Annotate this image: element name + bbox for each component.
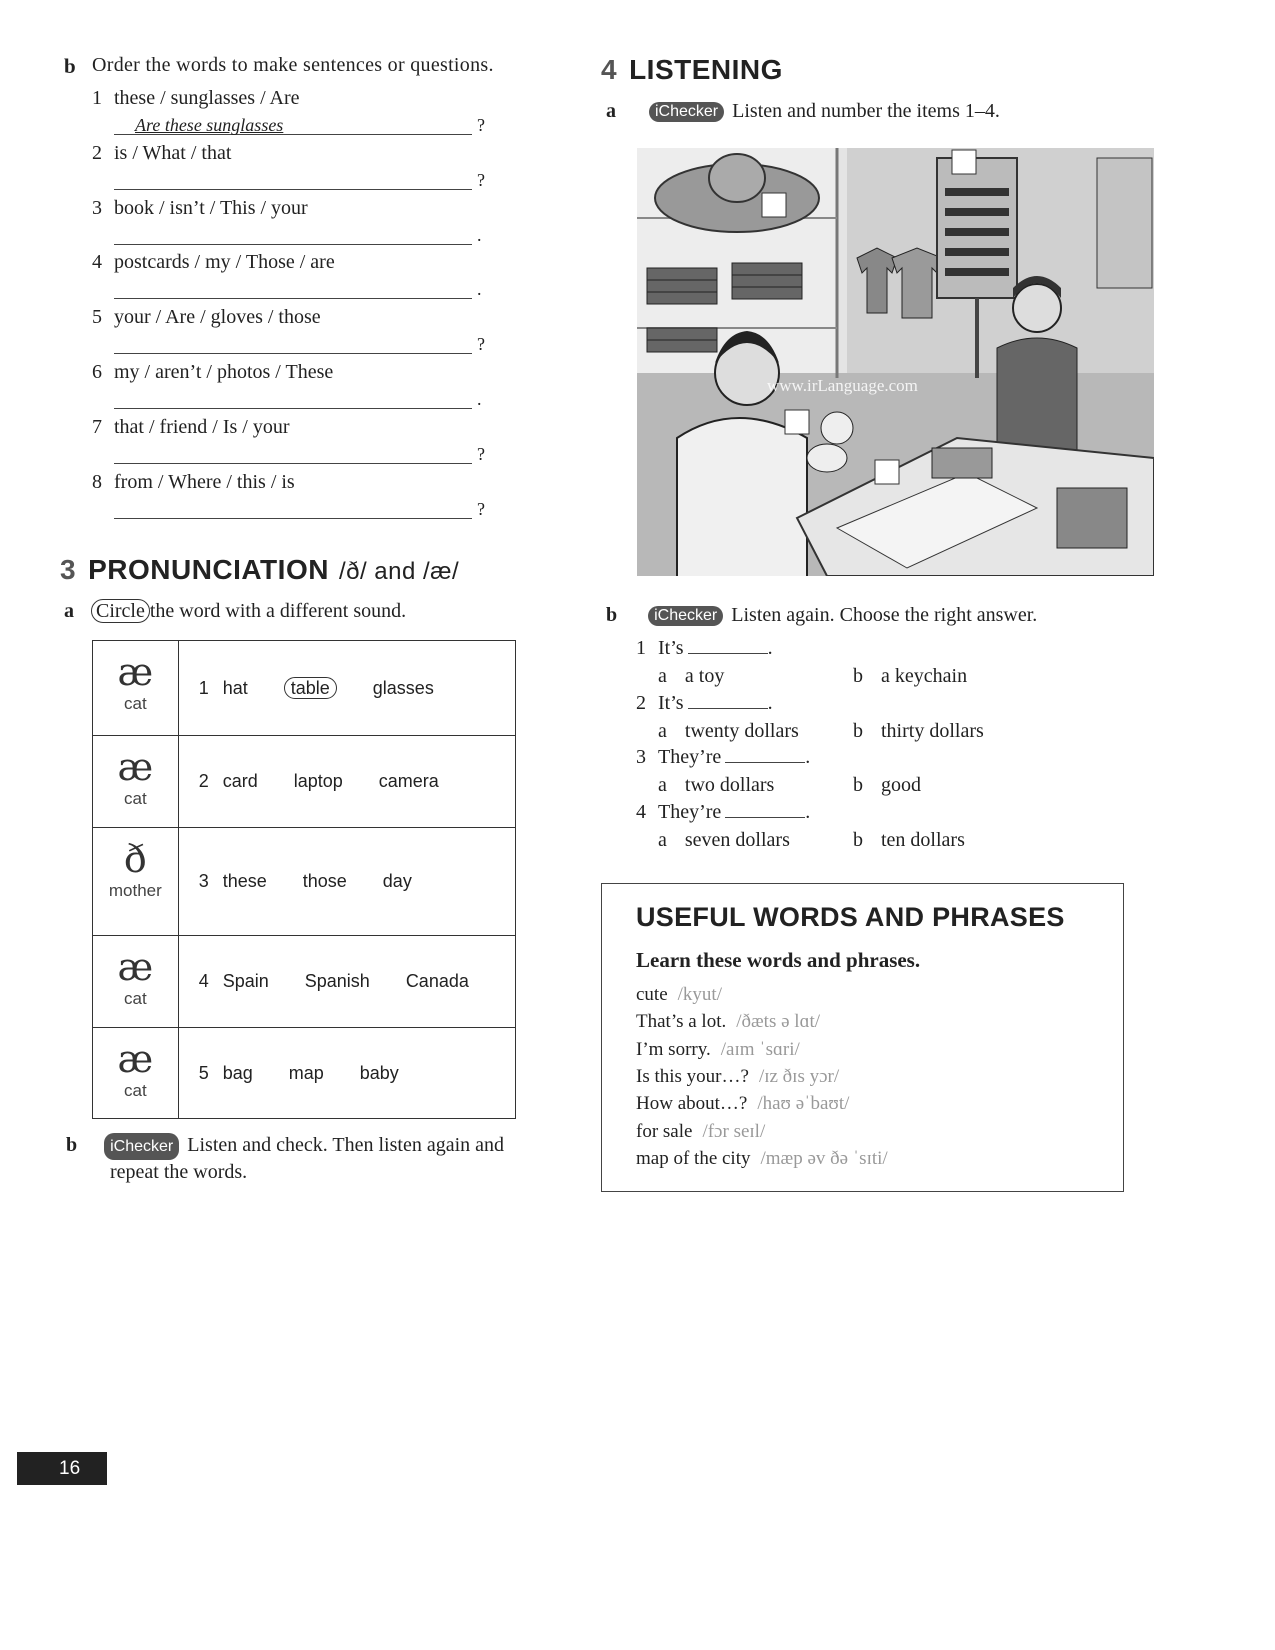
option-text: a keychain bbox=[881, 665, 968, 687]
row-number: 5 bbox=[198, 1062, 209, 1083]
ichecker-badge[interactable]: iChecker bbox=[104, 1133, 179, 1160]
pron-a-instruction bbox=[64, 600, 406, 623]
listen-a-instruction bbox=[606, 100, 1000, 123]
question-text: They’re bbox=[658, 746, 722, 768]
phrase-text: for sale bbox=[636, 1120, 693, 1142]
end-punctuation: ? bbox=[477, 498, 485, 519]
answer-line[interactable] bbox=[114, 298, 472, 299]
item-number: 3 bbox=[92, 196, 102, 219]
option-b[interactable] bbox=[853, 720, 984, 743]
words-cell bbox=[178, 828, 515, 936]
listen-b-instruction bbox=[606, 604, 1037, 627]
phrase-phonetic: /ðæts ə lɑt/ bbox=[736, 1011, 821, 1033]
question-text: It’s bbox=[658, 691, 684, 714]
phrase-text: I’m sorry. bbox=[636, 1038, 711, 1060]
words-cell bbox=[178, 1028, 515, 1119]
item-number: 1 bbox=[92, 87, 102, 109]
shop-illustration bbox=[637, 148, 1154, 576]
item-words: that / friend / Is / your bbox=[114, 415, 290, 438]
shop-scene-image bbox=[637, 148, 1154, 576]
option-text: good bbox=[881, 774, 921, 796]
word-option[interactable]: glasses bbox=[372, 677, 434, 698]
row-number: 1 bbox=[198, 677, 209, 698]
order-item bbox=[92, 416, 290, 439]
phrase-item bbox=[636, 1011, 820, 1033]
pron-b-instruction bbox=[66, 1133, 504, 1185]
sound-cell bbox=[93, 736, 179, 828]
answer-line[interactable] bbox=[114, 353, 472, 354]
word-option[interactable]: laptop bbox=[293, 771, 343, 791]
part-label: b bbox=[66, 1134, 78, 1157]
option-letter: a bbox=[658, 719, 667, 742]
pronunciation-row bbox=[93, 936, 516, 1028]
answer-blank[interactable] bbox=[725, 762, 805, 763]
phrase-item bbox=[636, 1148, 888, 1170]
exercise-label: b bbox=[64, 54, 76, 78]
option-letter: b bbox=[853, 665, 863, 687]
question-stem bbox=[636, 637, 773, 660]
part-label: a bbox=[606, 100, 616, 122]
word-option[interactable]: day bbox=[382, 871, 412, 891]
end-punctuation: ? bbox=[477, 334, 485, 355]
phrase-text: How about…? bbox=[636, 1093, 748, 1115]
item-number: 8 bbox=[92, 470, 102, 493]
end-punctuation: ? bbox=[477, 115, 485, 135]
option-b[interactable] bbox=[853, 774, 921, 797]
useful-phrases-box bbox=[601, 883, 1124, 1192]
box-subtitle: Learn these words and phrases. bbox=[636, 948, 921, 972]
word-option[interactable]: table bbox=[284, 677, 337, 699]
item-number: 5 bbox=[92, 306, 102, 329]
phrase-text: That’s a lot. bbox=[636, 1011, 727, 1033]
end-punctuation: . bbox=[767, 691, 773, 714]
part-label: a bbox=[64, 600, 74, 622]
word-option[interactable]: Canada bbox=[405, 971, 469, 991]
row-number: 3 bbox=[198, 871, 209, 891]
option-letter: a bbox=[658, 828, 667, 851]
option-a[interactable] bbox=[658, 774, 774, 797]
phrase-phonetic: /haʊ əˈbaʊt/ bbox=[757, 1093, 850, 1115]
phonetic-symbol: æ bbox=[117, 1037, 154, 1081]
word-option[interactable]: bag bbox=[222, 1062, 253, 1083]
question-text: They’re bbox=[658, 800, 722, 823]
answer-line[interactable] bbox=[114, 189, 472, 190]
answer-line[interactable] bbox=[114, 518, 472, 519]
phrase-phonetic: /fɔr seɪl/ bbox=[702, 1120, 766, 1142]
word-option[interactable]: these bbox=[222, 871, 267, 891]
row-number: 4 bbox=[198, 971, 209, 991]
end-punctuation: . bbox=[767, 637, 773, 659]
order-item bbox=[92, 471, 295, 494]
phrase-text: map of the city bbox=[636, 1147, 751, 1169]
phrase-phonetic: /mæp əv ðə ˈsɪti/ bbox=[760, 1147, 888, 1169]
question-number: 2 bbox=[636, 691, 646, 714]
end-punctuation: ? bbox=[477, 169, 485, 190]
answer-line[interactable] bbox=[114, 463, 472, 464]
item-number: 2 bbox=[92, 141, 102, 164]
item-words: book / isn’t / This / your bbox=[114, 196, 308, 219]
question-text: It’s bbox=[658, 637, 684, 659]
pronunciation-row bbox=[93, 1028, 516, 1119]
word-option[interactable]: Spain bbox=[222, 971, 269, 991]
option-letter: b bbox=[853, 719, 863, 742]
word-option[interactable]: card bbox=[222, 771, 258, 791]
section-number: 4 bbox=[601, 54, 618, 85]
exercise-instruction: Order the words to make sentences or questions. bbox=[92, 54, 494, 76]
section-title: LISTENING bbox=[629, 54, 783, 85]
option-letter: b bbox=[853, 774, 863, 796]
watermark-text: www.irLanguage.com bbox=[767, 376, 918, 395]
word-option[interactable]: Spanish bbox=[304, 971, 370, 991]
item-number: 4 bbox=[92, 251, 102, 274]
sound-word: cat bbox=[124, 789, 147, 808]
part-label: b bbox=[606, 604, 618, 626]
option-a[interactable] bbox=[658, 665, 724, 688]
item-words: postcards / my / Those / are bbox=[114, 251, 335, 274]
order-item bbox=[92, 306, 321, 329]
option-text: thirty dollars bbox=[881, 719, 984, 742]
circle-word: Circle bbox=[91, 599, 150, 623]
phonetic-symbol: æ bbox=[117, 650, 154, 694]
order-item bbox=[92, 361, 333, 384]
item-words: these / sunglasses / Are bbox=[114, 87, 300, 109]
end-punctuation: ? bbox=[477, 443, 485, 464]
pronunciation-row bbox=[93, 828, 516, 936]
row-number: 2 bbox=[198, 771, 209, 791]
phrase-item bbox=[636, 984, 722, 1006]
sound-word: cat bbox=[124, 694, 147, 713]
phrase-text: cute bbox=[636, 984, 668, 1005]
end-punctuation: . bbox=[805, 746, 811, 768]
phrase-text: Is this your…? bbox=[636, 1065, 749, 1087]
words-cell bbox=[178, 641, 515, 736]
end-punctuation: . bbox=[477, 389, 482, 409]
option-text: twenty dollars bbox=[684, 719, 799, 742]
answer-line[interactable] bbox=[114, 244, 472, 245]
option-b[interactable] bbox=[853, 829, 965, 852]
order-item bbox=[92, 251, 335, 274]
question-number: 3 bbox=[636, 746, 646, 768]
question-number: 4 bbox=[636, 800, 646, 823]
order-item bbox=[92, 142, 231, 165]
phrase-phonetic: /kyut/ bbox=[677, 984, 722, 1005]
option-a[interactable] bbox=[658, 720, 799, 743]
ichecker-badge[interactable]: iChecker bbox=[648, 606, 723, 626]
end-punctuation: . bbox=[477, 224, 482, 245]
instruction-text: Listen again. Choose the right answer. bbox=[731, 604, 1038, 626]
pronunciation-row bbox=[93, 736, 516, 828]
phonetic-symbol: ð bbox=[123, 837, 147, 881]
answer-blank[interactable] bbox=[688, 653, 768, 654]
phonetic-symbol: æ bbox=[117, 745, 154, 789]
phrase-phonetic: /aɪm ˈsɑri/ bbox=[720, 1038, 800, 1060]
option-text: ten dollars bbox=[881, 828, 965, 851]
word-option[interactable]: map bbox=[288, 1062, 324, 1083]
end-punctuation: . bbox=[477, 279, 482, 300]
item-words: is / What / that bbox=[114, 141, 232, 164]
option-letter: b bbox=[853, 828, 863, 851]
phrase-item bbox=[636, 1066, 839, 1088]
answer-line[interactable] bbox=[114, 408, 472, 409]
question-stem bbox=[636, 692, 773, 715]
instruction-line2: repeat the words. bbox=[110, 1161, 248, 1183]
option-text: seven dollars bbox=[684, 828, 790, 851]
sound-word: mother bbox=[108, 881, 162, 900]
question-stem bbox=[636, 801, 810, 824]
option-letter: a bbox=[658, 774, 667, 796]
order-item bbox=[92, 87, 300, 110]
answer-blank[interactable] bbox=[688, 708, 768, 709]
word-option[interactable]: those bbox=[302, 871, 347, 891]
sound-word: cat bbox=[124, 1081, 147, 1100]
order-item bbox=[92, 197, 308, 220]
phrase-item bbox=[636, 1039, 800, 1061]
listening-heading bbox=[601, 54, 783, 86]
sound-word: cat bbox=[124, 989, 147, 1008]
phrase-item bbox=[636, 1121, 765, 1143]
question-stem bbox=[636, 746, 810, 769]
section-title: PRONUNCIATION bbox=[88, 554, 329, 585]
sound-cell bbox=[93, 1028, 179, 1119]
item-words: my / aren’t / photos / These bbox=[114, 361, 334, 383]
question-number: 1 bbox=[636, 637, 646, 659]
item-words: from / Where / this / is bbox=[114, 470, 295, 493]
option-b[interactable] bbox=[853, 665, 967, 688]
phrase-phonetic: /ɪz ðɪs yɔr/ bbox=[758, 1065, 840, 1087]
option-text: two dollars bbox=[684, 774, 775, 796]
sound-cell bbox=[93, 641, 179, 736]
word-option[interactable]: camera bbox=[378, 771, 439, 791]
box-title: USEFUL WORDS AND PHRASES bbox=[636, 902, 1065, 932]
phrase-item bbox=[636, 1093, 849, 1115]
section-subtitle: /ð/ and /æ/ bbox=[338, 558, 460, 585]
instruction-text: the word with a different sound. bbox=[149, 600, 407, 622]
option-letter: a bbox=[658, 665, 667, 687]
page-number: 16 bbox=[17, 1452, 107, 1485]
phonetic-symbol: æ bbox=[117, 945, 154, 989]
words-cell bbox=[178, 736, 515, 828]
answer-blank[interactable] bbox=[725, 817, 805, 818]
pronunciation-table bbox=[92, 640, 516, 1119]
end-punctuation: . bbox=[805, 800, 811, 823]
option-text: a toy bbox=[684, 665, 725, 687]
instruction-line1: Listen and check. Then listen again and bbox=[187, 1134, 505, 1157]
answer-text: Are these sunglasses bbox=[135, 115, 284, 135]
ichecker-badge[interactable]: iChecker bbox=[649, 102, 724, 122]
pronunciation-row bbox=[93, 641, 516, 736]
words-cell bbox=[178, 936, 515, 1028]
instruction-text: Listen and number the items 1–4. bbox=[732, 100, 1000, 122]
section-number: 3 bbox=[60, 554, 77, 585]
pronunciation-heading bbox=[60, 554, 459, 586]
option-a[interactable] bbox=[658, 829, 790, 852]
item-number: 7 bbox=[92, 415, 102, 438]
sound-cell bbox=[93, 936, 179, 1028]
word-option[interactable]: hat bbox=[222, 677, 248, 698]
item-words: your / Are / gloves / those bbox=[114, 306, 321, 329]
item-number: 6 bbox=[92, 361, 102, 383]
sound-cell bbox=[93, 828, 179, 936]
word-option[interactable]: baby bbox=[359, 1062, 399, 1083]
